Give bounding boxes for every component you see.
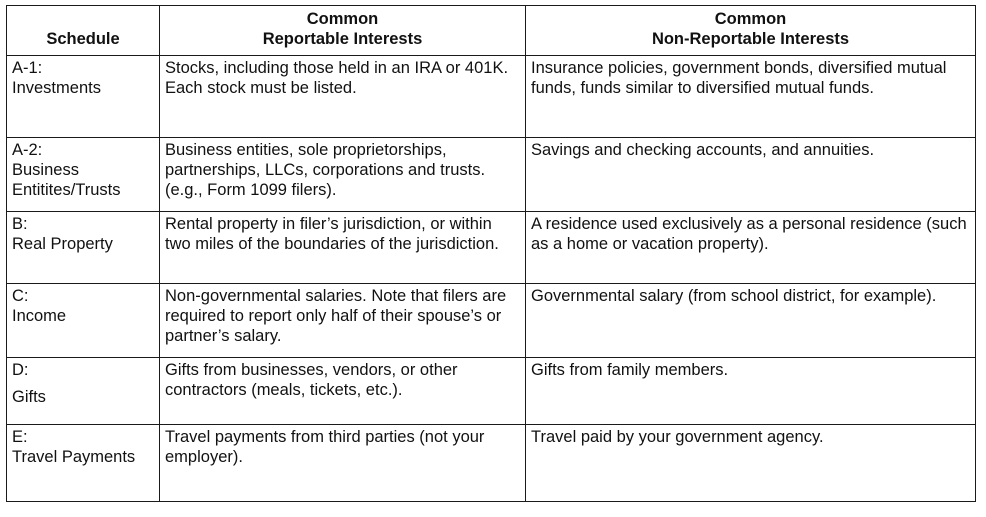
reportable-cell: Rental property in filer’s jurisdiction, or within two miles of the boundaries of the jurisdiction.: [160, 212, 526, 284]
table-row: [7, 138, 976, 212]
reportable-cell: Non-governmental salaries. Note that filers are required to report only half of their spouse’s or partner’s salary.: [160, 284, 526, 358]
reportable-cell: Stocks, including those held in an IRA or 401K. Each stock must be listed.: [160, 56, 526, 138]
schedule-name: Investments: [12, 79, 101, 97]
header-reportable: [160, 6, 526, 56]
table-row: [7, 425, 976, 502]
non-reportable-cell: Travel paid by your government agency.: [526, 425, 976, 502]
schedule-cell: [7, 56, 160, 138]
schedule-code: D:: [12, 361, 29, 379]
header-non-reportable-line2: Non-Reportable Interests: [651, 30, 850, 48]
schedule-name: Income: [12, 307, 67, 325]
schedule-name: Travel Payments: [12, 448, 136, 466]
table-row: [7, 358, 976, 425]
table-row: [7, 212, 976, 284]
header-non-reportable: [526, 6, 976, 56]
schedule-code: A-1:: [12, 59, 43, 77]
non-reportable-cell: Governmental salary (from school district, for example).: [526, 284, 976, 358]
header-reportable-line2: Reportable Interests: [262, 30, 423, 48]
reportable-cell: Travel payments from third parties (not your employer).: [160, 425, 526, 502]
schedule-name: Gifts: [12, 388, 46, 406]
non-reportable-cell: Insurance policies, government bonds, diversified mutual funds, funds similar to diversified mutual funds.: [526, 56, 976, 138]
header-schedule: [7, 6, 160, 56]
schedule-name: Real Property: [12, 235, 113, 253]
table-row: [7, 56, 976, 138]
schedule-cell: [7, 212, 160, 284]
table-header-row: [7, 6, 976, 56]
header-reportable-line1: Common: [306, 10, 379, 28]
schedule-cell: [7, 425, 160, 502]
non-reportable-cell: A residence used exclusively as a personal residence (such as a home or vacation property).: [526, 212, 976, 284]
non-reportable-cell: Gifts from family members.: [526, 358, 976, 425]
schedule-code: B:: [12, 215, 28, 233]
table-row: [7, 284, 976, 358]
schedule-cell: [7, 138, 160, 212]
schedule-cell: [7, 284, 160, 358]
header-schedule-label: Schedule: [46, 30, 120, 48]
schedule-cell: [7, 358, 160, 425]
schedule-name: Business Entitites/Trusts: [12, 161, 121, 199]
header-non-reportable-line1: Common: [714, 10, 787, 28]
non-reportable-cell: Savings and checking accounts, and annuities.: [526, 138, 976, 212]
reportable-cell: Gifts from businesses, vendors, or other contractors (meals, tickets, etc.).: [160, 358, 526, 425]
schedule-interests-table: [6, 5, 976, 502]
schedule-code: E:: [12, 428, 28, 446]
reportable-cell: Business entities, sole proprietorships, partnerships, LLCs, corporations and trusts. (e.g., Form 1099 filers).: [160, 138, 526, 212]
schedule-code: C:: [12, 287, 29, 305]
schedule-code: A-2:: [12, 141, 43, 159]
